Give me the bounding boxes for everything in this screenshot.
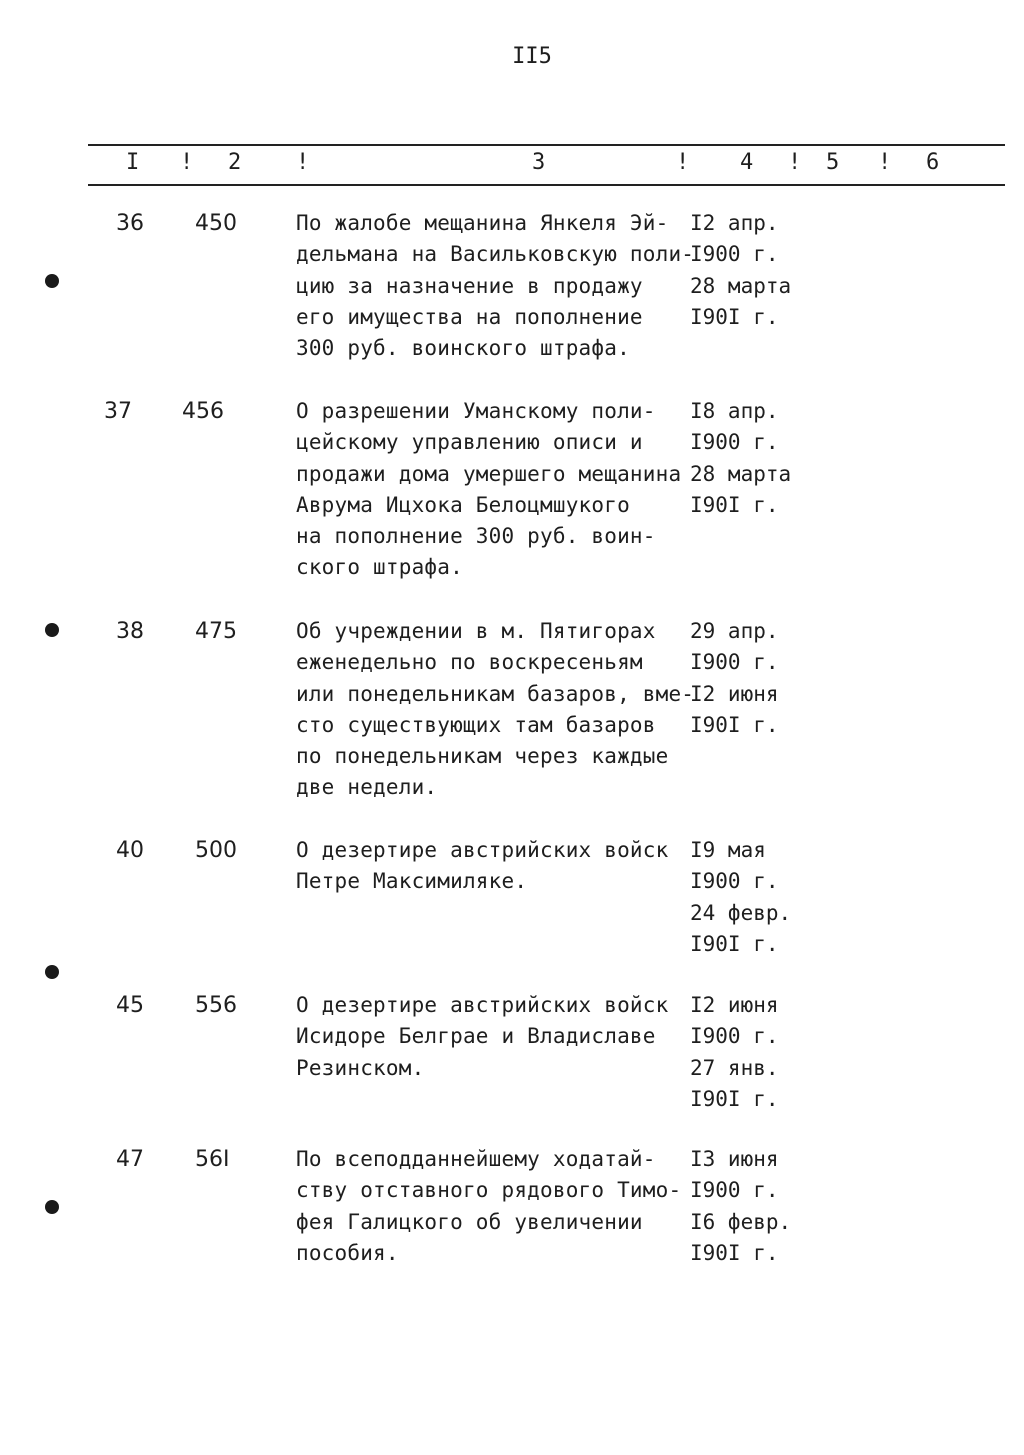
date-line: 29 апр. bbox=[690, 619, 779, 643]
entry-number: 36 bbox=[116, 211, 144, 236]
date-line: I2 июня bbox=[690, 993, 779, 1017]
date-line: 24 февр. bbox=[690, 900, 792, 925]
description-line: Об учреждении в м. Пятигорах bbox=[296, 619, 656, 643]
description-line: по понедельникам через каждые bbox=[296, 744, 669, 769]
description-line: По жалобе мещанина Янкеля Эй- bbox=[296, 211, 669, 235]
header-col6: 6 bbox=[926, 150, 940, 175]
description-line: продажи дома умершего мещанина bbox=[296, 461, 682, 486]
header-bottom-rule bbox=[88, 184, 1005, 186]
entry-dates bbox=[690, 990, 779, 1115]
description-line: фея Галицкого об увеличении bbox=[296, 1209, 643, 1234]
punch-hole-mark bbox=[45, 623, 59, 637]
file-number: 475 bbox=[195, 619, 237, 644]
entry-description bbox=[296, 616, 694, 804]
punch-hole-mark bbox=[45, 1200, 59, 1214]
date-line: I90I г. bbox=[690, 1086, 779, 1111]
description-line: цейскому управлению описи и bbox=[296, 430, 643, 455]
header-separator: ! bbox=[296, 150, 310, 175]
description-line: ству отставного рядового Тимо- bbox=[296, 1178, 682, 1203]
date-line: I3 июня bbox=[690, 1147, 779, 1171]
date-line: 27 янв. bbox=[690, 1055, 779, 1080]
description-line: По всеподданнейшему ходатай- bbox=[296, 1147, 656, 1171]
date-line: I90I г. bbox=[690, 1240, 779, 1265]
entry-dates bbox=[690, 835, 791, 960]
entry-description bbox=[296, 396, 681, 584]
entry-description bbox=[296, 990, 668, 1084]
file-number: 56I bbox=[195, 1147, 230, 1172]
date-line: I90I г. bbox=[690, 931, 779, 956]
entry-number: 45 bbox=[116, 993, 144, 1018]
punch-hole-mark bbox=[45, 274, 59, 288]
header-separator: ! bbox=[788, 150, 802, 175]
date-line: I90I г. bbox=[690, 304, 779, 329]
entry-description bbox=[296, 208, 694, 364]
header-col4: 4 bbox=[740, 150, 754, 175]
date-line: I2 июня bbox=[690, 681, 779, 706]
entry-number: 37 bbox=[104, 399, 132, 424]
entry-number: 38 bbox=[116, 619, 144, 644]
description-line: Исидоре Белграе и Владиславе bbox=[296, 1024, 656, 1049]
description-line: пособия. bbox=[296, 1240, 399, 1265]
entry-dates bbox=[690, 616, 779, 741]
entry-dates bbox=[690, 208, 791, 333]
header-col2: 2 bbox=[228, 150, 242, 175]
entry-dates bbox=[690, 396, 791, 521]
description-line: дельмана на Васильковскую поли- bbox=[296, 242, 695, 267]
description-line: Петре Максимиляке. bbox=[296, 869, 528, 894]
description-line: Аврума Ицхока Белоцмшукого bbox=[296, 492, 630, 517]
header-separator: ! bbox=[676, 150, 690, 175]
header-top-rule bbox=[88, 144, 1005, 146]
file-number: 456 bbox=[182, 399, 224, 424]
entry-number: 47 bbox=[116, 1147, 144, 1172]
date-line: I900 г. bbox=[690, 1024, 779, 1049]
description-line: сто существующих там базаров bbox=[296, 712, 656, 737]
page-number: II5 bbox=[512, 44, 552, 69]
date-line: I900 г. bbox=[690, 650, 779, 675]
description-line: О дезертире австрийских войск bbox=[296, 838, 669, 862]
description-line: цию за назначение в продажу bbox=[296, 273, 643, 298]
date-line: I90I г. bbox=[690, 492, 779, 517]
description-line: О разрешении Уманскому поли- bbox=[296, 399, 656, 423]
date-line: I8 апр. bbox=[690, 399, 779, 423]
header-col1: I bbox=[126, 150, 140, 175]
description-line: Резинском. bbox=[296, 1055, 425, 1080]
description-line: его имущества на пополнение bbox=[296, 304, 643, 329]
file-number: 450 bbox=[195, 211, 237, 236]
punch-hole-mark bbox=[45, 965, 59, 979]
file-number: 556 bbox=[195, 993, 237, 1018]
description-line: 300 руб. воинского штрафа. bbox=[296, 336, 630, 361]
description-line: О дезертире австрийских войск bbox=[296, 993, 669, 1017]
date-line: I9 мая bbox=[690, 838, 766, 862]
header-separator: ! bbox=[878, 150, 892, 175]
entry-description bbox=[296, 835, 668, 898]
file-number: 500 bbox=[195, 838, 237, 863]
description-line: или понедельникам базаров, вме- bbox=[296, 681, 695, 706]
date-line: 28 марта bbox=[690, 273, 792, 298]
date-line: I90I г. bbox=[690, 712, 779, 737]
header-col3: 3 bbox=[532, 150, 546, 175]
date-line: I900 г. bbox=[690, 430, 779, 455]
date-line: I900 г. bbox=[690, 1178, 779, 1203]
description-line: две недели. bbox=[296, 775, 438, 800]
entry-description bbox=[296, 1144, 681, 1269]
description-line: ского штрафа. bbox=[296, 555, 463, 580]
entry-number: 40 bbox=[116, 838, 144, 863]
description-line: на пополнение 300 руб. воин- bbox=[296, 524, 656, 549]
entry-dates bbox=[690, 1144, 791, 1269]
date-line: I900 г. bbox=[690, 242, 779, 267]
header-separator: ! bbox=[180, 150, 194, 175]
header-col5: 5 bbox=[826, 150, 840, 175]
date-line: I900 г. bbox=[690, 869, 779, 894]
description-line: еженедельно по воскресеньям bbox=[296, 650, 643, 675]
date-line: I6 февр. bbox=[690, 1209, 792, 1234]
date-line: I2 апр. bbox=[690, 211, 779, 235]
date-line: 28 марта bbox=[690, 461, 792, 486]
